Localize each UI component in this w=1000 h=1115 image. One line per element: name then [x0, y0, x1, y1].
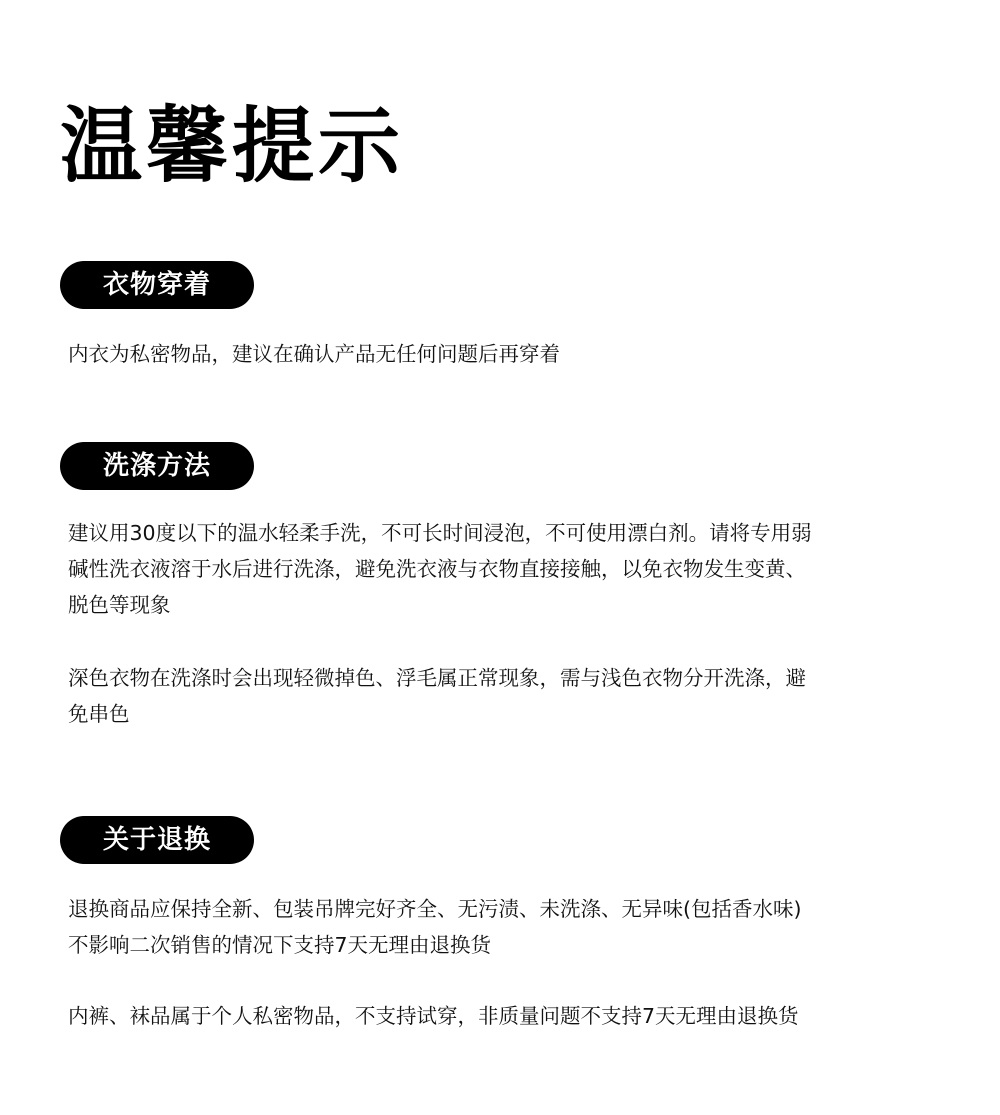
section-heading-clothing-wear: 衣物穿着 [60, 261, 254, 309]
paragraph-returns-2 [68, 998, 799, 1034]
text-line: 不影响二次销售的情况下支持7天无理由退换货 [68, 933, 492, 957]
text-line: 内衣为私密物品，建议在确认产品无任何问题后再穿着 [68, 342, 560, 366]
text-line: 免串色 [68, 702, 130, 726]
paragraph-washing-1 [68, 515, 812, 623]
section-heading-washing-method: 洗涤方法 [60, 442, 254, 490]
paragraph-washing-2 [68, 660, 806, 732]
section-heading-returns: 关于退换 [60, 816, 254, 864]
text-line: 碱性洗衣液溶于水后进行洗涤，避免洗衣液与衣物直接接触，以免衣物发生变黄、 [68, 557, 806, 581]
paragraph-returns-1 [68, 891, 802, 963]
page-title: 温馨提示 [60, 99, 405, 194]
text-line: 深色衣物在洗涤时会出现轻微掉色、浮毛属正常现象，需与浅色衣物分开洗涤，避 [68, 666, 806, 690]
paragraph-clothing-wear [68, 336, 560, 372]
text-line: 建议用30度以下的温水轻柔手洗，不可长时间浸泡，不可使用漂白剂。请将专用弱 [68, 521, 812, 545]
text-line: 退换商品应保持全新、包装吊牌完好齐全、无污渍、未洗涤、无异味(包括香水味) [68, 897, 802, 921]
text-line: 脱色等现象 [68, 593, 171, 617]
text-line: 内裤、袜品属于个人私密物品，不支持试穿，非质量问题不支持7天无理由退换货 [68, 1004, 799, 1028]
